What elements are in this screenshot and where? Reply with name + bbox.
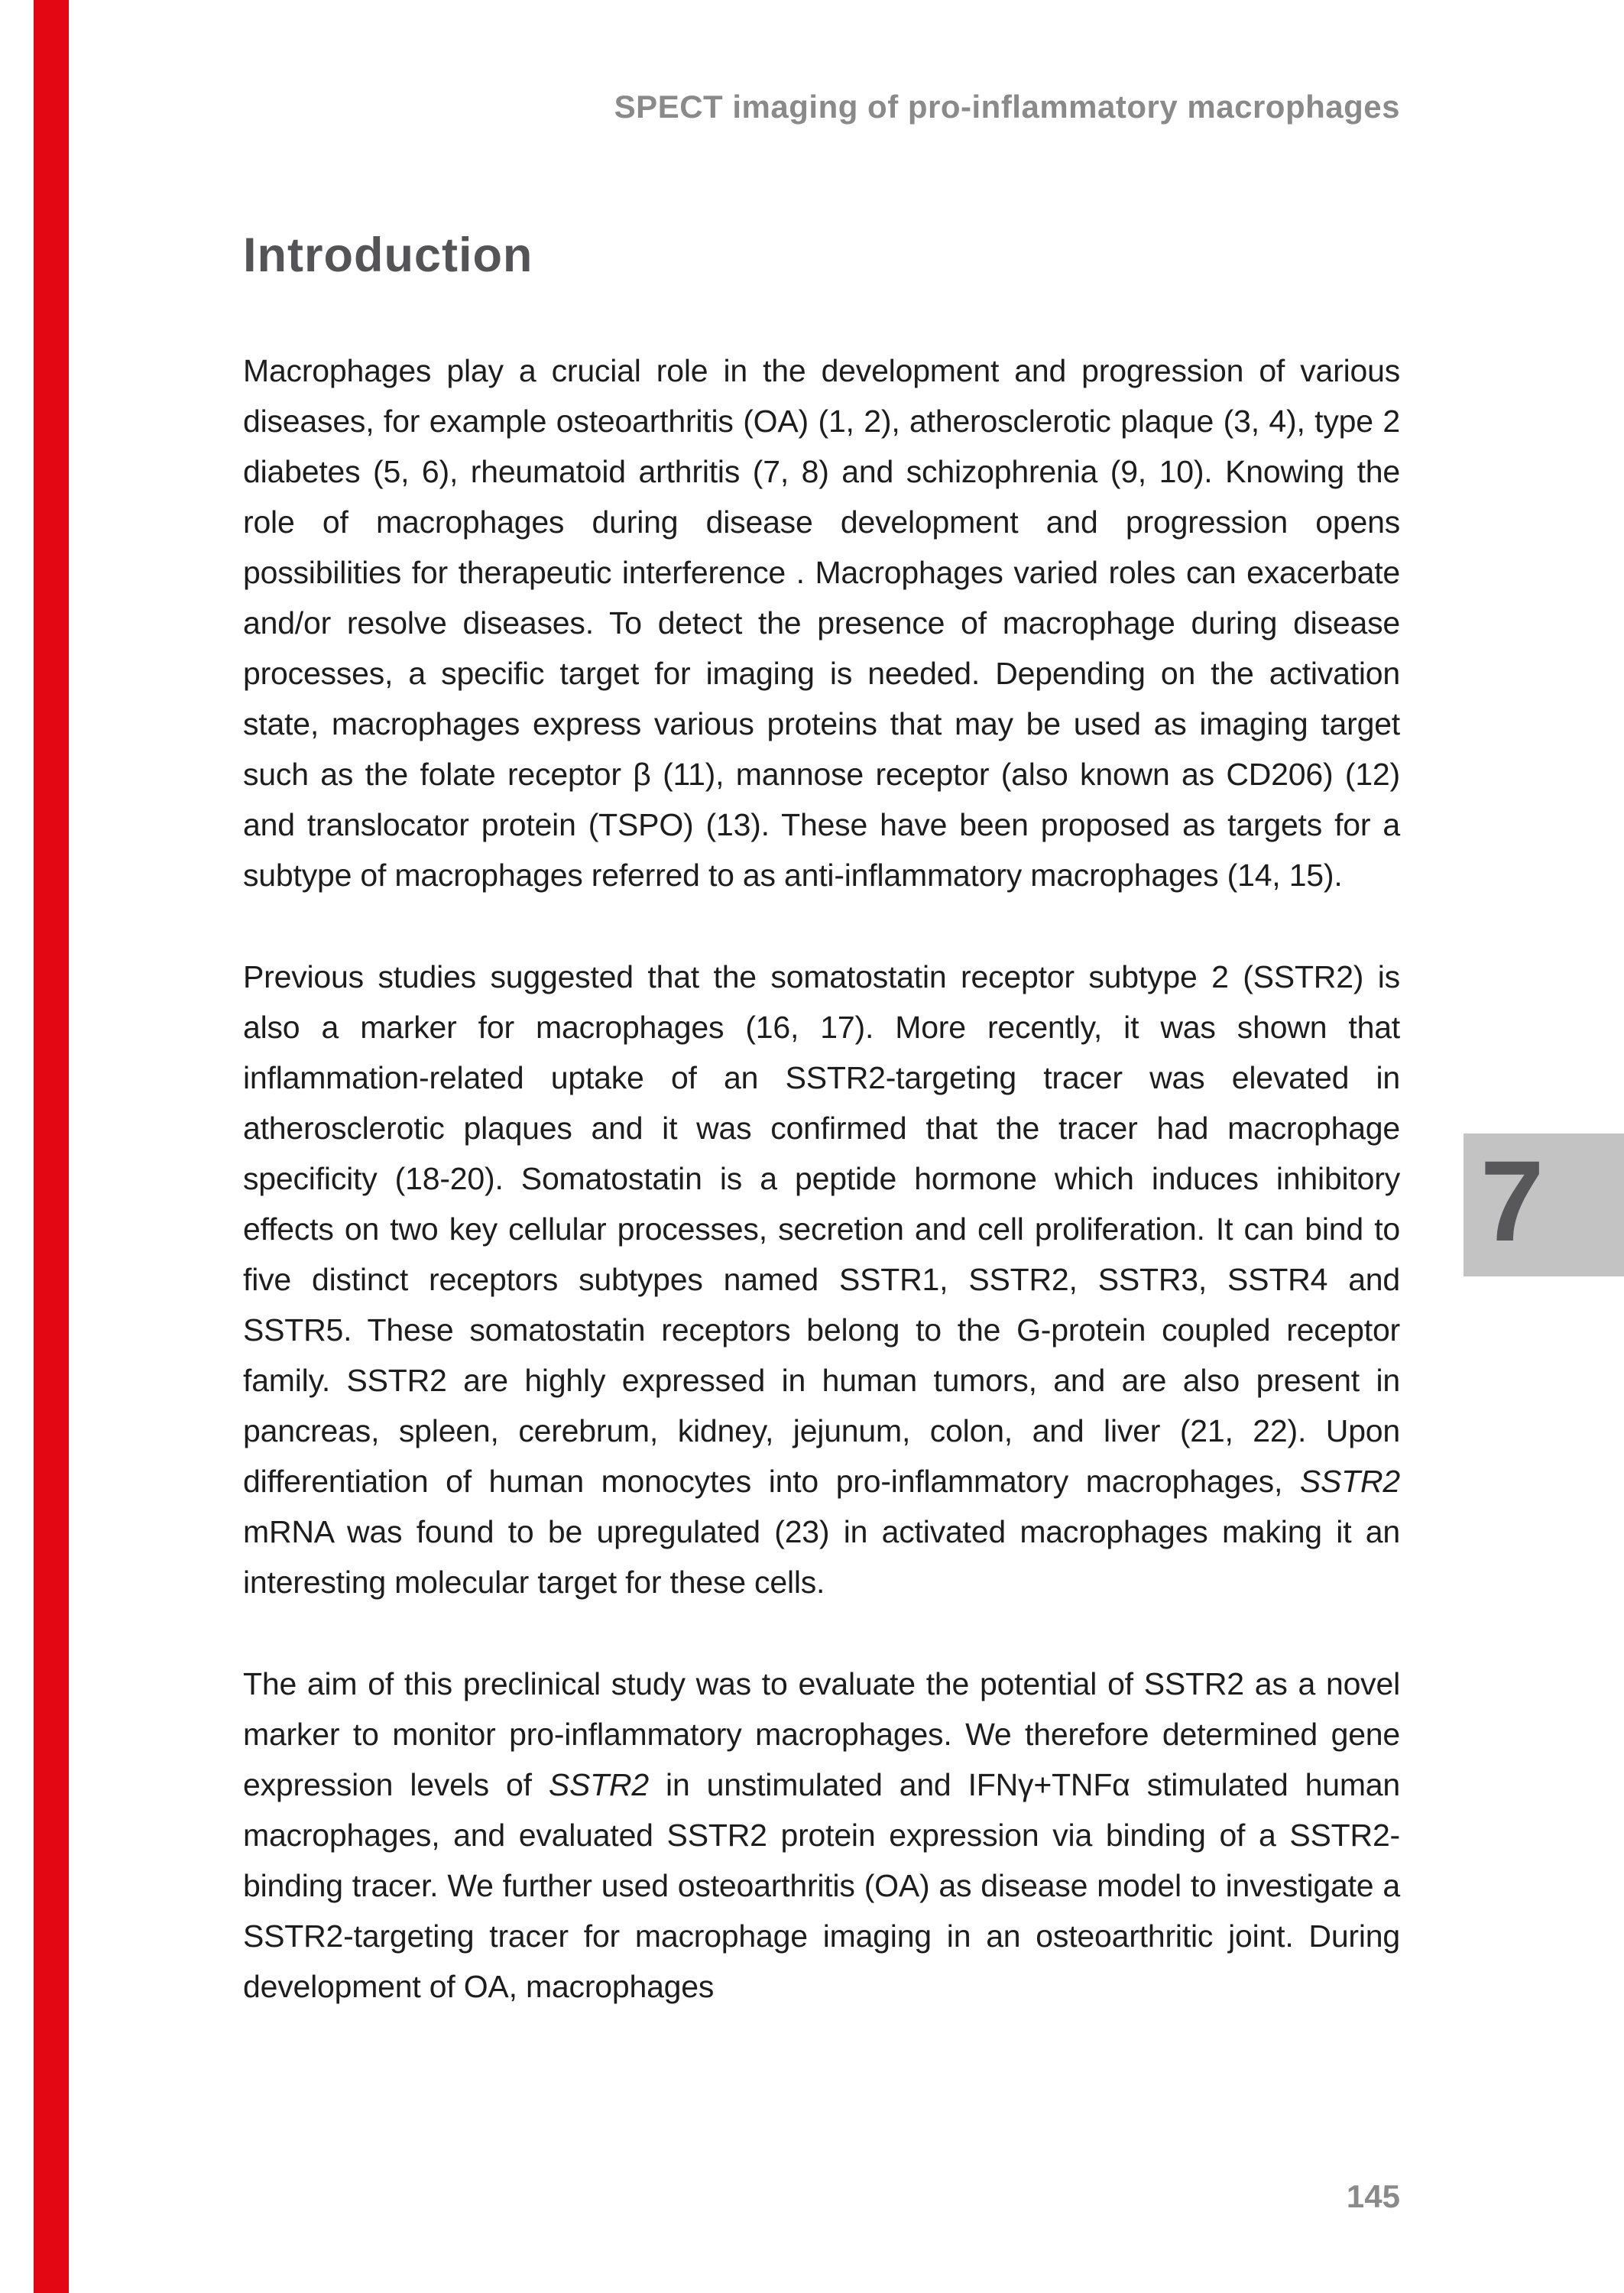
bleed-accent-bar (34, 0, 69, 2293)
running-header: SPECT imaging of pro-inflammatory macrophages (614, 89, 1400, 125)
paragraph: Macrophages play a crucial role in the development and progression of various diseases, for example osteoarthritis (OA) (1, 2), atherosclerotic plaque (3, 4), type 2 diabetes (5, 6), rheumatoid arthritis (7, 8) and schizophrenia (9, 10). Knowing the role of macrophages during disease development and progression opens possibilities for therapeutic interference . Macrophages varied roles can exacerbate and/or resolve diseases. To detect the presence of macrophage during disease processes, a specific target for imaging is needed. Depending on the activation state, macrophages express various proteins that may be used as imaging target such as the folate receptor β (11), mannose receptor (also known as CD206) (12) and translocator protein (TSPO) (13). These have been proposed as targets for a subtype of macrophages referred to as anti-inflammatory macrophages (14, 15). (243, 353, 1400, 893)
chapter-tab (1464, 1134, 1624, 1276)
paragraph: Previous studies suggested that the somatostatin receptor subtype 2 (SSTR2) is also a marker for macrophages (16, 17). More recently, it was shown that inflammation-related uptake of an SSTR2-targeting tracer was elevated in atherosclerotic plaques and it was confirmed that the tracer had macrophage specificity (18-20). Somatostatin is a peptide hormone which induces inhibitory effects on two key cellular processes, secretion and cell proliferation. It can bind to five distinct receptors subtypes named SSTR1, SSTR2, SSTR3, SSTR4 and SSTR5. These somatostatin receptors belong to the G-protein coupled receptor family. SSTR2 are highly expressed in human tumors, and are also present in pancreas, spleen, cerebrum, kidney, jejunum, colon, and liver (21, 22). Upon differentiation of human monocytes into pro-inflammatory macrophages, SSTR2 mRNA was found to be upregulated (23) in activated macrophages making it an interesting molecular target for these cells. (243, 959, 1400, 1600)
section-title: Introduction (243, 229, 533, 282)
paragraph: The aim of this preclinical study was to evaluate the potential of SSTR2 as a novel marker to monitor pro-inflammatory macrophages. We therefore determined gene expression levels of SSTR2 in unstimulated and IFNγ+TNFα stimulated human macrophages, and evaluated SSTR2 protein expression via binding of a SSTR2-binding tracer. We further used osteoarthritis (OA) as disease model to investigate a SSTR2-targeting tracer for macrophage imaging in an osteoarthritic joint. During development of OA, macrophages (243, 1666, 1400, 2004)
page-number: 145 (1346, 2178, 1400, 2214)
chapter-number: 7 (1480, 1136, 1545, 1265)
body-text (243, 345, 1400, 2012)
